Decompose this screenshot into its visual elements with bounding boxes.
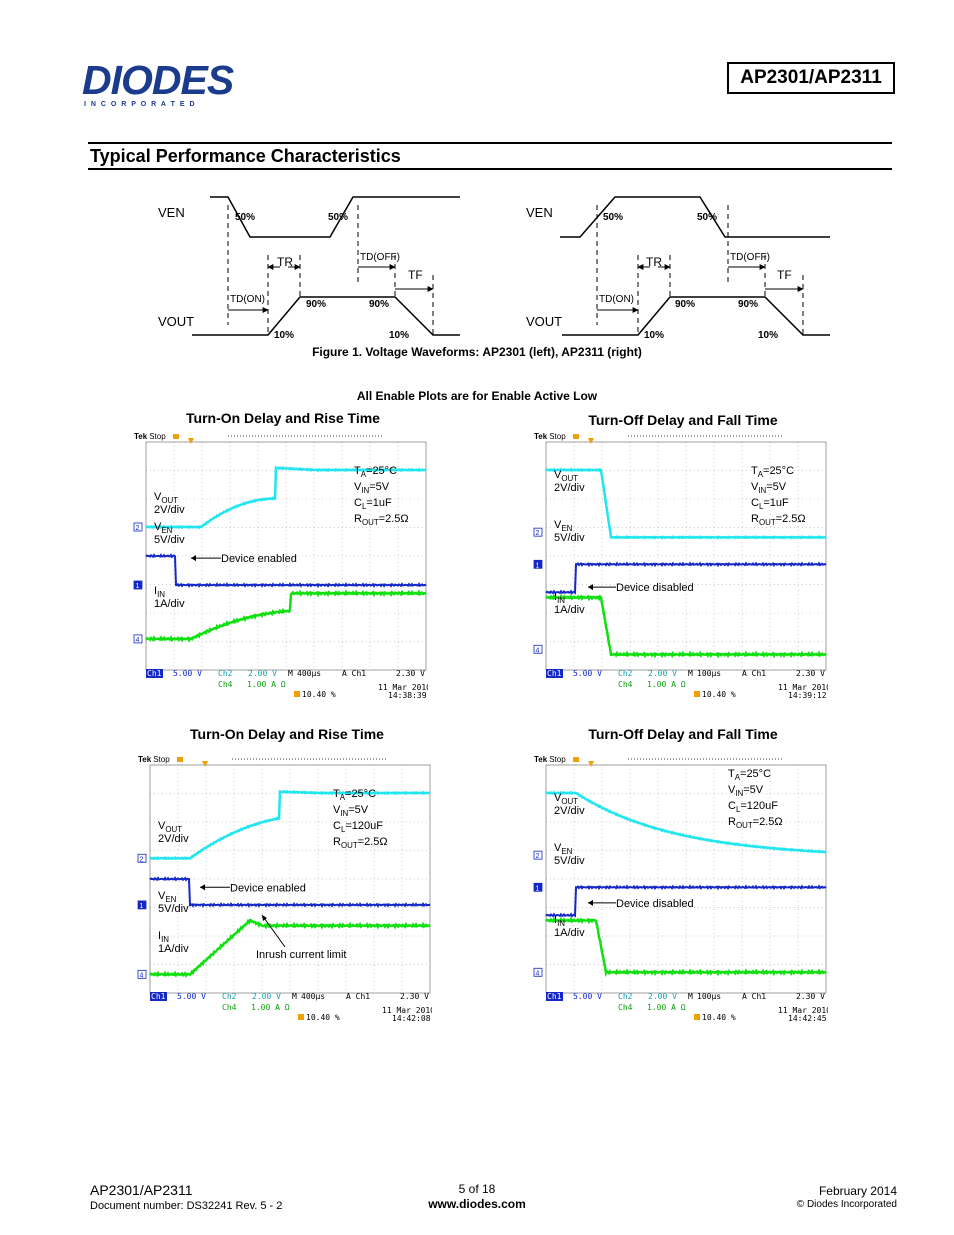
test-condition: $R_{OUT}=2.5\Omega$ (333, 836, 388, 850)
pct-90: 90% (369, 299, 390, 310)
device-state-annotation: Device enabled (221, 553, 297, 566)
device-state-annotation: Device disabled (616, 582, 694, 595)
vout-label: VOUT (158, 314, 195, 329)
test-condition: $T_A=25^\circ C$ (354, 465, 398, 479)
footer-date: February 2014 (818, 1184, 897, 1198)
pct-90: 90% (738, 299, 759, 310)
figure-caption: Figure 1. Voltage Waveforms: AP2301 (left), AP2311 (right) (312, 345, 642, 359)
test-condition: $V_{IN}=5V$ (354, 481, 390, 495)
trigger-position: 10.40 % (702, 690, 736, 699)
vout-channel-label: $V_{OUT}$ (158, 820, 183, 834)
vout-channel-label: $V_{OUT}$ (554, 469, 579, 483)
scope-header: Tek Stop (534, 432, 566, 441)
pct-50: 50% (235, 212, 256, 223)
ven-scale-label: 5V/div (554, 855, 585, 867)
ven-channel-label: $V_{EN}$ (554, 519, 573, 533)
tr-label: TR (277, 255, 293, 269)
vout-channel-label: $V_{OUT}$ (554, 792, 579, 806)
channel-marker-label: 1 (535, 562, 540, 570)
ch4-label: Ch4 (618, 1003, 633, 1012)
ch1-label: Ch1 (547, 669, 562, 678)
channel-marker-label: 2 (535, 853, 540, 861)
trigger-source: A Ch1 (342, 669, 367, 678)
scope-svg (137, 753, 432, 1033)
trigger-source: A Ch1 (346, 992, 371, 1001)
ven-scale-label: 5V/div (158, 903, 189, 915)
capture-date: 11 Mar 2010 (778, 683, 828, 692)
tdoff-label: TD(OFF) (360, 252, 400, 263)
scope-svg (533, 753, 828, 1033)
ch2-scale: 2.00 V (252, 992, 281, 1001)
trigger-level: 2.30 V (396, 669, 425, 678)
footer-url[interactable]: www.diodes.com (428, 1197, 526, 1211)
ch1-label: Ch1 (151, 992, 166, 1001)
iin-channel-label: $I_{IN}$ (154, 585, 165, 599)
scope-header: Tek Stop (534, 755, 566, 764)
vout-scale-label: 2V/div (158, 833, 189, 845)
test-condition: $T_A=25^\circ C$ (751, 465, 795, 479)
channel-marker-label: 1 (139, 902, 144, 910)
ch2-scale: 2.00 V (648, 992, 677, 1001)
trigger-position: 10.40 % (306, 1013, 340, 1022)
plot-title: Turn-On Delay and Rise Time (186, 410, 380, 426)
pct-50: 50% (697, 212, 718, 223)
scope-plot-1 (133, 430, 428, 715)
timebase: 100μs (697, 992, 722, 1001)
vout-scale-label: 2V/div (554, 482, 585, 494)
pct-90: 90% (675, 299, 696, 310)
ch1-label: Ch1 (147, 669, 162, 678)
ch4-label: Ch4 (222, 1003, 237, 1012)
ch1-scale: 5.00 V (177, 992, 206, 1001)
timebase-prefix: M (288, 669, 293, 678)
capture-time: 14:38:39 (388, 691, 427, 700)
trigger-level: 2.30 V (400, 992, 429, 1001)
footer-doc-number: Document number: DS32241 Rev. 5 - 2 (90, 1200, 283, 1212)
trigger-source: A Ch1 (742, 992, 767, 1001)
capture-date: 11 Mar 2010 (778, 1006, 828, 1015)
scope-status-bar (150, 992, 432, 1023)
iin-scale-label: 1A/div (154, 598, 185, 610)
trigger-source: A Ch1 (742, 669, 767, 678)
trigger-position: 10.40 % (702, 1013, 736, 1022)
tr-label: TR (646, 255, 662, 269)
scope-plot-2 (533, 430, 828, 715)
tf-label: TF (777, 268, 792, 282)
scope-svg (133, 430, 428, 710)
test-condition: $V_{IN}=5V$ (728, 784, 764, 798)
enable-note: All Enable Plots are for Enable Active Low (356, 389, 598, 403)
test-condition: $R_{OUT}=2.5\Omega$ (751, 513, 806, 527)
test-condition: $C_L=1uF$ (751, 497, 789, 511)
timebase: 400μs (297, 669, 322, 678)
iin-channel-label: $I_{IN}$ (554, 591, 565, 605)
ch4-label: Ch4 (618, 680, 633, 689)
plot-title: Turn-Off Delay and Fall Time (588, 412, 778, 428)
tdon-label: TD(ON) (230, 294, 265, 305)
pct-10: 10% (389, 330, 410, 341)
tdoff-label: TD(OFF) (730, 252, 770, 263)
test-condition: $T_A=25^\circ C$ (728, 768, 772, 782)
scope-status-bar (546, 992, 828, 1023)
pct-10: 10% (758, 330, 779, 341)
timing-diagrams (150, 185, 850, 345)
device-state-annotation: Device enabled (230, 882, 306, 895)
timebase: 400μs (301, 992, 326, 1001)
logo-text: DIODES (82, 60, 234, 103)
channel-marker-label: 2 (535, 530, 540, 538)
ch1-label: Ch1 (547, 992, 562, 1001)
pct-10: 10% (274, 330, 295, 341)
pct-10: 10% (644, 330, 665, 341)
timebase: 100μs (697, 669, 722, 678)
trigger-level: 2.30 V (796, 669, 825, 678)
ch2-label: Ch2 (618, 992, 633, 1001)
scope-plot-4 (533, 753, 828, 1038)
channel-marker-label: 4 (535, 647, 540, 655)
footer-page: 5 of 18 (458, 1182, 496, 1196)
capture-time: 14:42:08 (392, 1014, 431, 1023)
vout-scale-label: 2V/div (554, 805, 585, 817)
timing-diagram-ap2301 (192, 197, 460, 335)
scope-status-bar (146, 669, 428, 700)
test-condition: $V_{IN}=5V$ (333, 804, 369, 818)
capture-time: 14:42:45 (788, 1014, 827, 1023)
iin-channel-label: $I_{IN}$ (554, 914, 565, 928)
pct-50: 50% (328, 212, 349, 223)
timebase-prefix: M (292, 992, 297, 1001)
iin-scale-label: 1A/div (158, 943, 189, 955)
vout-channel-label: $V_{OUT}$ (154, 491, 179, 505)
vout-label: VOUT (526, 314, 563, 329)
footer-copyright: © Diodes Incorporated (796, 1199, 897, 1210)
logo-subtext: I N C O R P O R A T E D (84, 101, 197, 108)
inrush-annotation: Inrush current limit (256, 949, 347, 961)
test-condition: $R_{OUT}=2.5\Omega$ (354, 513, 409, 527)
test-condition: $V_{IN}=5V$ (751, 481, 787, 495)
channel-marker-label: 2 (139, 856, 144, 864)
capture-date: 11 Mar 2010 (382, 1006, 432, 1015)
iin-scale-label: 1A/div (554, 927, 585, 939)
ven-label: VEN (526, 205, 553, 220)
timebase-prefix: M (688, 992, 693, 1001)
trigger-position: 10.40 % (302, 690, 336, 699)
ch2-label: Ch2 (618, 669, 633, 678)
capture-time: 14:39:12 (788, 691, 827, 700)
ch1-scale: 5.00 V (573, 992, 602, 1001)
ch4-scale: 1.00 A Ω (647, 680, 686, 689)
trigger-marker (173, 434, 179, 439)
section-title: Typical Performance Characteristics (88, 142, 892, 170)
ch1-scale: 5.00 V (573, 669, 602, 678)
ven-scale-label: 5V/div (154, 534, 185, 546)
device-state-annotation: Device disabled (616, 897, 694, 910)
channel-marker-label: 4 (135, 636, 140, 644)
ch2-scale: 2.00 V (248, 669, 277, 678)
test-condition: $R_{OUT}=2.5\Omega$ (728, 816, 783, 830)
ch2-scale: 2.00 V (648, 669, 677, 678)
pct-90: 90% (306, 299, 327, 310)
ch2-label: Ch2 (222, 992, 237, 1001)
scope-plot-3 (137, 753, 432, 1038)
scope-status-bar (546, 669, 828, 700)
ch4-scale: 1.00 A Ω (647, 1003, 686, 1012)
capture-date: 11 Mar 2010 (378, 683, 428, 692)
trigger-marker (573, 757, 579, 762)
ven-channel-label: $V_{EN}$ (158, 890, 177, 904)
channel-marker-label: 2 (135, 524, 140, 532)
part-number-box: AP2301/AP2311 (727, 62, 895, 94)
trigger-marker (177, 757, 183, 762)
ven-label: VEN (158, 205, 185, 220)
footer-doc-title: AP2301/AP2311 (90, 1182, 193, 1198)
test-condition: $T_A=25^\circ C$ (333, 788, 377, 802)
plot-title: Turn-Off Delay and Fall Time (588, 726, 778, 742)
test-condition: $C_L=120uF$ (333, 820, 383, 834)
scope-header: Tek Stop (138, 755, 170, 764)
channel-marker-label: 1 (135, 583, 140, 591)
ch4-label: Ch4 (218, 680, 233, 689)
test-condition: $C_L=120uF$ (728, 800, 778, 814)
scope-header: Tek Stop (134, 432, 166, 441)
channel-marker-label: 4 (139, 972, 144, 980)
vout-scale-label: 2V/div (154, 504, 185, 516)
ch2-label: Ch2 (218, 669, 233, 678)
ven-scale-label: 5V/div (554, 532, 585, 544)
timebase-prefix: M (688, 669, 693, 678)
ch4-scale: 1.00 A Ω (251, 1003, 290, 1012)
ven-channel-label: $V_{EN}$ (554, 842, 573, 856)
trigger-marker (573, 434, 579, 439)
timing-diagram-ap2311 (560, 197, 830, 335)
ch1-scale: 5.00 V (173, 669, 202, 678)
channel-marker-label: 1 (535, 885, 540, 893)
ch4-scale: 1.00 A Ω (247, 680, 286, 689)
ven-channel-label: $V_{EN}$ (154, 521, 173, 535)
pct-50: 50% (603, 212, 624, 223)
test-condition: $C_L=1uF$ (354, 497, 392, 511)
iin-scale-label: 1A/div (554, 604, 585, 616)
tdon-label: TD(ON) (599, 294, 634, 305)
tf-label: TF (408, 268, 423, 282)
plot-title: Turn-On Delay and Rise Time (190, 726, 384, 742)
scope-svg (533, 430, 828, 710)
trigger-level: 2.30 V (796, 992, 825, 1001)
diodes-logo (82, 60, 252, 110)
iin-channel-label: $I_{IN}$ (158, 930, 169, 944)
channel-marker-label: 4 (535, 970, 540, 978)
